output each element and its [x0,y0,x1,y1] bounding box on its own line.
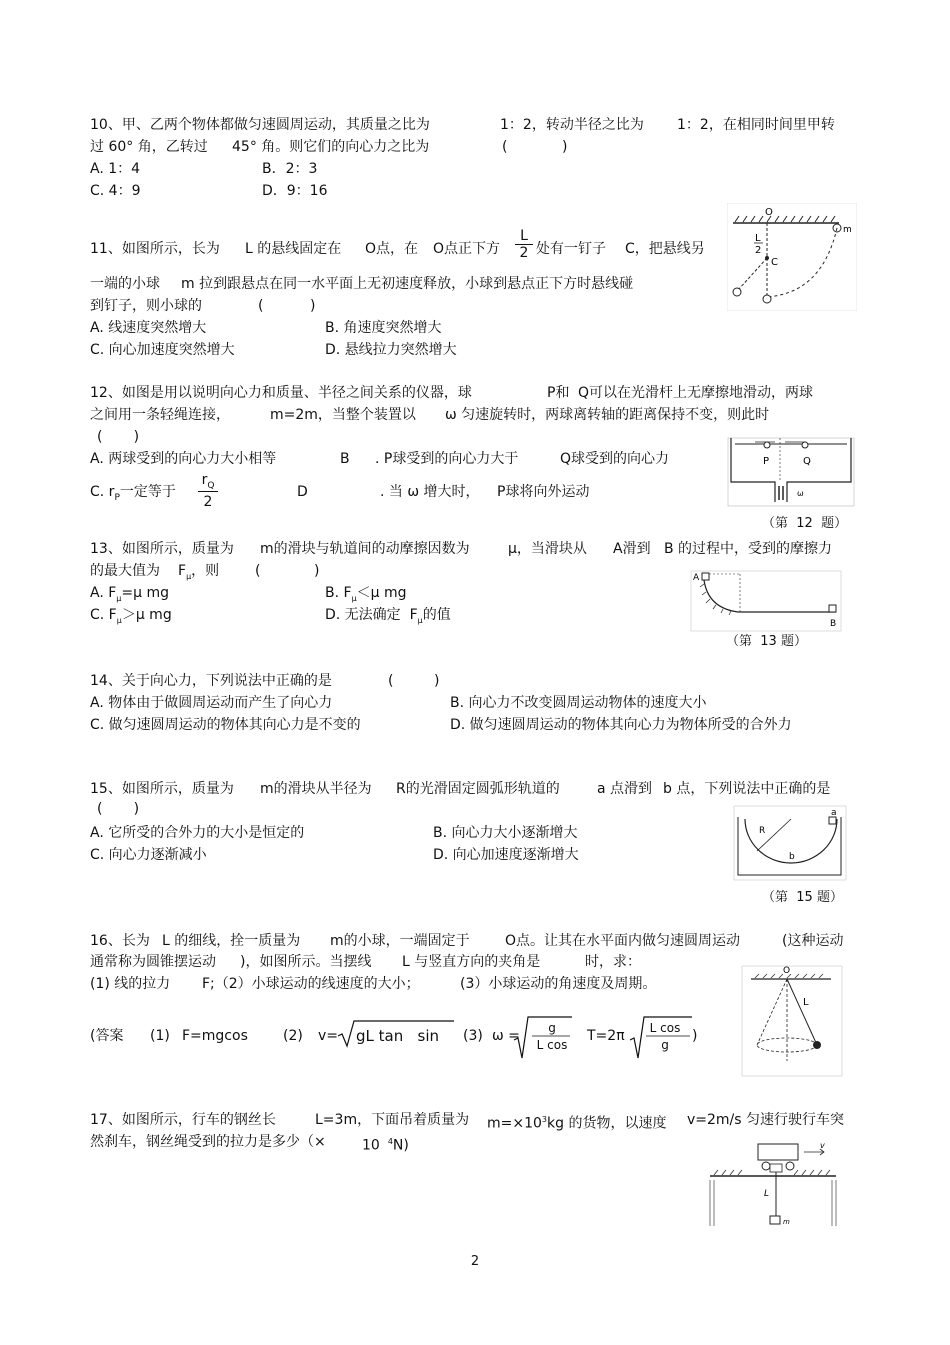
q13-option-a-rest: =μ mg [121,585,170,601]
q12-option-d-letter: D [297,484,308,500]
q13-option-b-f: B. F [325,585,352,601]
q11-option-a: A. 线速度突然增大 [90,320,207,336]
q13-caption: （第 13 题） [726,634,807,649]
q14-line1a: 14、关于向心力，下列说法中正确的是 [90,673,332,689]
q16-fig-l-label: L [803,997,809,1008]
q10-option-d: D．9：16 [262,183,328,199]
q11-pendulum-figure [727,203,857,311]
q16-line3c: (3）小球运动的角速度及周期。 [460,976,657,992]
q14-bracket-close: ) [434,673,440,689]
q15-fig-a-label: a [831,808,837,818]
q10-option-b: B．2：3 [262,161,318,177]
q12-option-d-text: . 当 ω 增大时， [380,484,480,500]
q11-bracket-open: ( [258,298,264,314]
q16-answer-2-v: v= [318,1028,339,1044]
q16-line1a: 16、长为 [90,933,150,949]
q16-line1c: m的小球，一端固定于 [330,933,470,949]
q13-fig-a-label: A [693,573,700,583]
q12-option-d-text2: P球将向外运动 [497,484,590,500]
q11-fraction [515,228,533,261]
q13-option-d-rest: 的值 [422,607,451,623]
q15-option-a: A. 它所受的合外力的大小是恒定的 [90,825,305,841]
q17-line1a: 17、如图所示，行车的钢丝长 [90,1112,276,1128]
q12-option-c-r: C. r [90,484,115,500]
q10-option-c: C. 4：9 [90,183,141,199]
page-number: 2 [470,1254,480,1269]
q15-line1a: 15、如图所示，质量为 [90,781,234,797]
q13-option-b [325,584,407,608]
q12-fraction [198,472,218,510]
q13-line1c: μ，当滑块从 [508,541,587,557]
q11-fig-m-label: m [843,225,852,235]
q14-option-b: B. 向心力不改变圆周运动物体的速度大小 [450,695,707,711]
q16-answer-2-radicand: gL tan sin [356,1027,440,1045]
q14-option-a: A. 物体由于做圆周运动而产生了向心力 [90,695,333,711]
q11-fraction-den: 2 [515,244,533,261]
q13-bracket-close: ) [314,563,320,579]
q16-conical-pendulum-figure [741,965,843,1077]
q16-answer-t-fraction [640,1021,690,1052]
q11-bracket-close: ) [310,298,316,314]
q12-line1b: P和 [547,385,570,401]
q17-crane-figure [706,1140,840,1228]
q12-fraction-num [198,472,218,491]
q15-fig-b-label: b [789,852,795,862]
q16-answer-3-fraction-den: L cos [536,1038,568,1052]
q11-option-b: B. 角速度突然增大 [325,320,442,336]
q17-answer-unit: N) [392,1137,409,1154]
q12-option-c-text: 一定等于 [119,484,176,500]
q17-line1d: kg 的货物，以速度 [547,1115,667,1132]
q12-option-b-text2: Q球受到的向心力 [560,451,670,467]
q10-option-a: A. 1：4 [90,161,141,177]
q14-option-d: D. 做匀速圆周运动的物体其向心力为物体所受的合外力 [450,717,792,733]
q17-line2a: 然刹车，钢丝绳受到的拉力是多少（× [90,1134,326,1150]
q13-f-symbol: F [178,563,187,579]
q16-line3a: (1) 线的拉力 [90,976,171,992]
q13-line2-f [178,562,219,586]
q16-answer-3-w: ω = [492,1028,520,1044]
q12-fraction-den: 2 [198,491,218,510]
q15-option-c: C. 向心力逐渐减小 [90,847,207,863]
q16-line1e: (这种运动 [782,933,844,949]
q15-option-b: B. 向心力大小逐渐增大 [433,825,578,841]
q12-fig-p-label: P [763,456,770,467]
q12-apparatus-figure [725,436,857,510]
q12-option-b-letter: B [340,451,350,467]
q11-line1e: 处有一钉子 [536,241,606,257]
q15-line1d: a 点滑到 [597,781,653,797]
q12-option-a: A. 两球受到的向心力大小相等 [90,451,277,467]
q13-option-b-sub: μ [351,593,357,603]
q13-fig-b-label: B [830,619,837,629]
q15-arc-track-figure [733,805,847,881]
q13-line1e: B 的过程中，受到的摩擦力 [664,541,833,557]
q16-line2c: L 与竖直方向的夹角是 [402,954,541,970]
q12-fig-q-label: Q [803,456,811,467]
q16-line1b: L 的细线，拴一质量为 [162,933,301,949]
q12-line2b: m=2m，当整个装置以 [270,407,416,423]
q11-line1d: O点正下方 [433,241,501,257]
q12-line2c: ω 匀速旋转时，两球离转轴的距离保持不变，则此时 [445,407,770,423]
q12-option-b-text: . P球受到的向心力大于 [375,451,519,467]
q11-line2b: m 拉到跟悬点在同一水平面上无初速度释放，小球到悬点正下方时悬线碰 [181,276,634,292]
q15-line1e: b 点，下列说法中正确的是 [663,781,831,797]
q13-line2a: 的最大值为 [90,563,160,579]
q16-answer-end: ) [692,1028,698,1044]
q16-line3b: F;（2）小球运动的线速度的大小； [202,976,420,992]
q17-fig-v-label: v [820,1141,825,1150]
q13-f-sub: μ [186,571,192,581]
q13-option-d-sub: μ [417,615,423,625]
q11-fig-c-label: C [771,257,778,268]
q12-brackets: ( ) [97,429,140,445]
q12-line2a: 之间用一条轻绳连接， [90,407,230,423]
q11-line1b: L 的悬线固定在 [245,241,342,257]
q13-option-c [90,606,172,630]
q13-option-a-sub: μ [116,593,122,603]
q13-bracket-open: ( [255,563,261,579]
q11-line2a: 一端的小球 [90,276,160,292]
q13-line2c: ，则 [191,563,220,579]
q16-answer-3-fraction [530,1021,574,1052]
q10-bracket-close: ) [562,139,568,155]
q11-fig-l-label: L [755,233,761,244]
q12-option-c-sub: P [114,492,120,503]
q13-option-b-rest: ＜μ mg [356,585,407,601]
q17-line1c [487,1111,666,1133]
q10-line2b: 45° 角。则它们的向心力之比为 [232,139,430,155]
q11-line3a: 到钉子，则小球的 [90,298,202,314]
q16-answer-2-num: (2) [283,1028,303,1044]
q11-option-d: D. 悬线拉力突然增大 [325,342,457,358]
q13-option-a-f: A. F [90,585,117,601]
q17-fig-m-label: m [783,1218,790,1226]
q17-line2b [362,1133,409,1155]
q11-line1f: C，把悬线另 [625,241,705,257]
q12-line1a: 12、如图是用以说明向心力和质量、半径之间关系的仪器，球 [90,385,472,401]
q16-answer-t-fraction-num: L cos [649,1021,681,1035]
q17-answer-exp: 4 [387,1137,393,1146]
q15-line1b: m的滑块从半径为 [260,781,372,797]
q16-line1d: O点。让其在水平面内做匀速圆周运动 [505,933,741,949]
q16-answer-t-fraction-den: g [661,1038,669,1052]
q13-option-d-f: D. 无法确定 F [325,607,418,623]
q12-option-c [90,483,176,507]
q17-mass-exp: 3 [541,1115,548,1124]
q12-line1c: Q可以在光滑杆上无摩擦地滑动，两球 [578,385,814,401]
q10-line2a: 过 60° 角，乙转过 [90,139,208,155]
q11-fig-o-label: O [765,207,773,218]
q13-track-figure [690,570,842,632]
q16-answer-3-num: (3) [463,1028,483,1044]
q13-line1a: 13、如图所示，质量为 [90,541,234,557]
q15-caption: （第 15 题） [762,890,843,905]
q12-caption: （第 12 题） [762,516,848,531]
q14-bracket-open: ( [388,673,394,689]
q11-fig-2-label: 2 [755,245,762,256]
q13-option-a [90,584,169,608]
q16-answer-3-fraction-num: g [548,1021,556,1035]
q16-line2a: 通常称为圆锥摆运动 [90,954,216,970]
q11-option-c: C. 向心加速度突然增大 [90,342,235,358]
q15-fig-r-label: R [759,826,766,836]
q11-line1a: 11、如图所示，长为 [90,241,220,257]
q16-answer-1-num: (1) [150,1028,170,1044]
q17-answer-ten: 10 [362,1137,380,1154]
q13-option-d [325,606,451,630]
q17-mass-value: m=×10 [487,1115,542,1132]
q16-line2b: )，如图所示。当摆线 [240,954,372,970]
q16-line2d: 时，求： [585,954,641,970]
q17-fig-l-label: L [764,1189,770,1199]
q16-answer-label: (答案 [90,1028,124,1044]
q13-option-c-sub: μ [116,615,122,625]
q11-fraction-num: L [520,228,528,244]
q12-fraction-sub: Q [207,480,215,491]
q12-fig-omega-label: ω [797,489,804,498]
q14-option-c: C. 做匀速圆周运动的物体其向心力是不变的 [90,717,361,733]
q10-line1a: 10、甲、乙两个物体都做匀速圆周运动，其质量之比为 [90,117,430,133]
q15-line1c: R的光滑固定圆弧形轨道的 [396,781,560,797]
q16-answer-1: F=mgcos [182,1028,248,1044]
q10-line1c: 1：2，在相同时间里甲转 [677,117,835,133]
q12-fraction-r: r [201,472,208,488]
q13-line1d: A滑到 [613,541,651,557]
q10-line1b: 1：2，转动半径之比为 [500,117,644,133]
q17-line1e: v=2m/s 匀速行驶行车突 [687,1112,845,1128]
q11-line1c: O点，在 [365,241,419,257]
q13-option-c-rest: ＞μ mg [121,607,172,623]
q17-line1b: L=3m，下面吊着质量为 [315,1112,470,1128]
q16-answer-3-t: T=2π [587,1028,625,1044]
q10-bracket-open: ( [502,139,508,155]
q15-option-d: D. 向心加速度逐渐增大 [433,847,579,863]
q13-option-c-f: C. F [90,607,117,623]
q15-brackets: ( ) [97,801,140,817]
q16-fig-o-label: O [783,966,791,976]
q13-line1b: m的滑块与轨道间的动摩擦因数为 [260,541,470,557]
